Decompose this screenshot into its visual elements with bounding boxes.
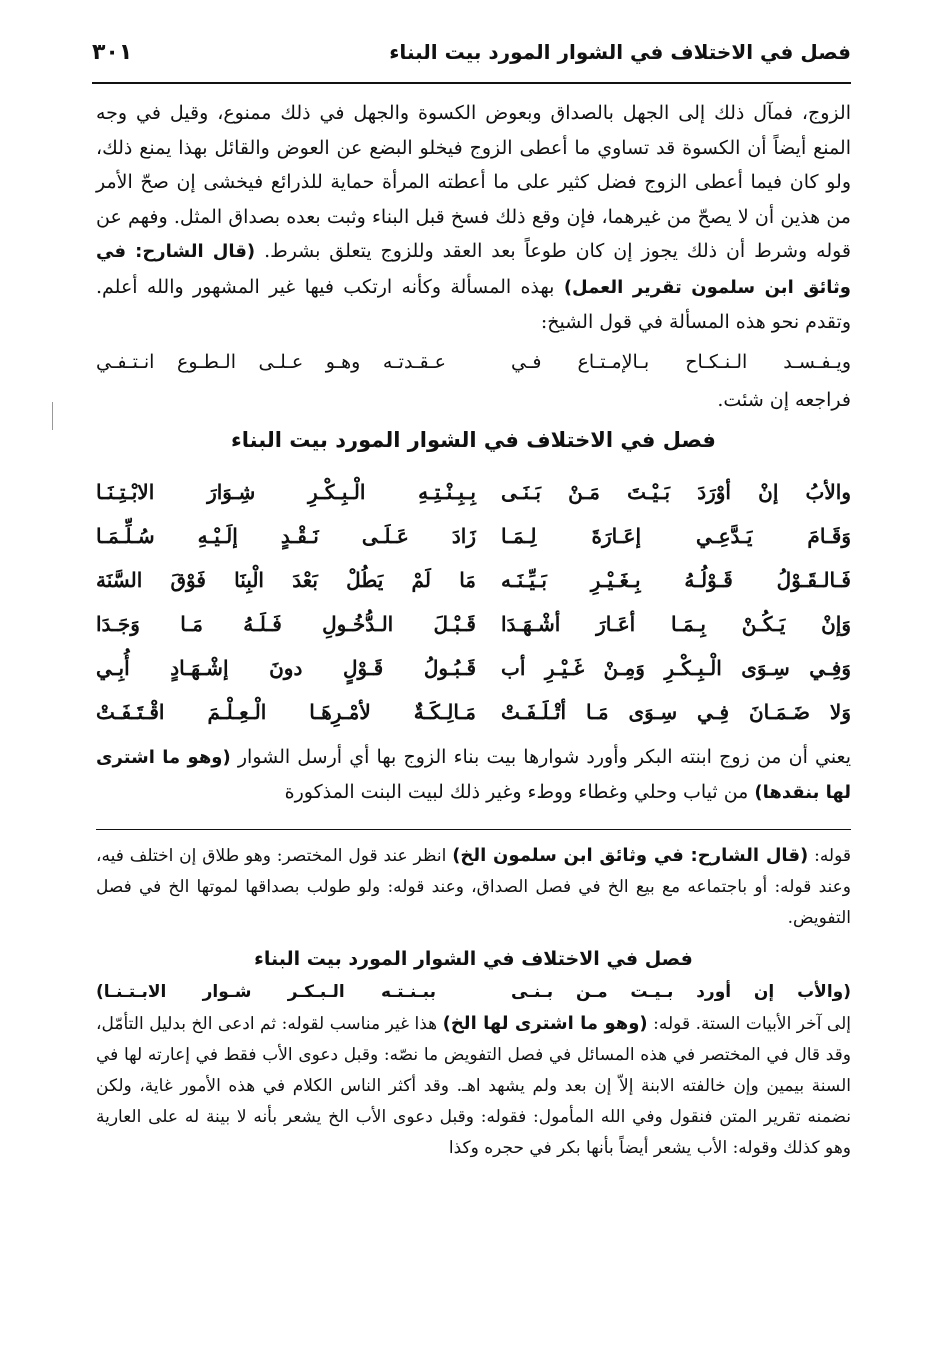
poem-second-hemistich: مَـالِـكَـةٌ لأمْـرِهَـا الْـعِـلْـمَ اقْـتَـفَـتْ	[96, 699, 476, 724]
section-title: فصل في الاختلاف في الشوار المورد بيت البناء	[231, 427, 716, 452]
main-paragraph-1	[96, 96, 851, 340]
main-text	[96, 96, 851, 1164]
commentary-paragraph-1	[96, 840, 851, 934]
verse-note: فراجعه إن شئت.	[717, 388, 851, 411]
commentary-verse-first: (والأب إن أورد بـيـت مـن بـنـى	[511, 981, 851, 1002]
commentary	[96, 840, 851, 1164]
main-paragraph-2-text: يعني أن من زوج ابنته البكر وأورد شوارها بيت بناء الزوج بها أي أرسل الشوار	[237, 745, 852, 768]
main-paragraph-2-tail: من ثياب وحلي وغطاء ووطء وغير ذلك لبيت البنت المذكورة	[284, 781, 749, 803]
header-title: فصل في الاختلاف في الشوار المورد بيت البناء	[389, 40, 851, 64]
poem-first-hemistich: والأبُ إنْ أوْرَدَ بَـيْـتَ مَـنْ بَـنَـى	[501, 479, 851, 504]
poem-second-hemistich: قَـبْـلَ الـدُّخُـولِ فَـلَـهُ مَـا وَجَـدَا	[96, 611, 476, 636]
commentary-paragraph-2-bold: (وهو ما اشترى لها الخ)	[442, 1012, 648, 1034]
poem-line	[96, 470, 851, 514]
footnote-divider	[96, 829, 851, 830]
main-paragraph-2-bold: (وهو ما اشترى لها بنقدها)	[96, 746, 851, 803]
verse-first-hemistich: ويـفـسـد الـنـكـاح بـالإمـتـاع فـي	[511, 350, 851, 373]
commentary-paragraph-1-tail: انظر عند قول المختصر: وهو طلاق إن اختلف فيه، وعند قوله: أو باجتماعه مع بيع الخ في فصل الصداق، وعند قوله: ولو طولب بصداقها لموتها الخ في فصل التفويض.	[96, 845, 851, 928]
margin-mark	[52, 402, 53, 430]
commentary-verse-second: ببـنـتـه الـبـكـر شـوار الابـتـنـا)	[96, 981, 436, 1002]
main-paragraph-2	[96, 740, 851, 811]
main-paragraph-1-text: الزوج، فمآل ذلك إلى الجهل بالصداق وبعوض الكسوة والجهل في ذلك ممنوع، وقيل في وجه المنع أيضاً أن الكسوة قد تساوي ما أعطى الزوج فيخلو البضع عن العوض والقائل بهذا يمنع ذلك، ولو كان فيما أعطى الزوج فضل كثير على ما أعطته المرأة حماية للذرائع فيخشى إن صحّ الأمر من هذين أن لا يصحّ من غيرهما، فإن وقع ذلك فسخ قبل البناء وثبت بعده بصداق المثل. وفهم عن قوله وشرط أن ذلك يجوز إن كان طوعاً بعد العقد وللزوج يتعلق بشرط.	[96, 102, 852, 262]
commentary-paragraph-2-tail: هذا غير مناسب لقوله: ثم ادعى الخ بدليل التأمّل، وقد قال في المختصر في هذه المسائل في فصل التفويض ما نصّه: وقبل دعوى الأب فقط في إعارته لها في السنة بيمين وإن خالفته الابنة إلاّ إن بعد ولم يشهد اهـ. وقد أكثر الناس الكلام في هذه الأمور غاية، ولكن نضمنه تقرير المتن فنقول وفي الله المأمول: فقوله: وقبل دعوى الأب الخ يشعر بأنه لا بينة له على العارية وهو كذلك وقوله: الأب يشعر أيضاً بأنها بكر في حجره وكذا	[96, 1013, 851, 1158]
poem	[96, 470, 851, 734]
poem-first-hemistich: وَإنْ يَـكُـنْ بِـمَـا أعَـارَ أشْـهَـدَا	[501, 611, 851, 636]
poem-line	[96, 558, 851, 602]
poem-first-hemistich: فَـالـقَـوْلُ قَـوْلُـهُ بِـغَـيْـرِ بَـيِّـنَـه	[501, 567, 851, 592]
page-number: ٣٠١	[92, 40, 133, 65]
poem-first-hemistich: وَلا ضَـمَـانَ فِـي سِـوَى مَـا أتْـلَـفَـتْ	[501, 699, 851, 724]
poem-first-hemistich: وَقَـامَ يَـدَّعِـي إعَـارَةَ لِـمَـا	[501, 523, 851, 548]
running-header	[92, 40, 851, 84]
poem-second-hemistich: بِـبِـنْـتِـهِ الْـبِـكْـرِ شِـوَارَ الابْـتِـنَـا	[96, 479, 476, 504]
commentary-title: فصل في الاختلاف في الشوار المورد بيت البناء	[254, 947, 693, 970]
verse-second-hemistich: عـقـدتـه وهـو عـلـى الـطـوع انـتـفـي	[96, 350, 446, 373]
commentary-paragraph-2-lead: إلى آخر الأبيات الستة. قوله:	[653, 1013, 851, 1034]
commentary-verse	[96, 976, 851, 1008]
main-paragraph-1-tail: بهذه المسألة وكأنه ارتكب فيها غير المشهور والله أعلم. وتقدم نحو هذه المسألة في قول الشيخ:	[96, 275, 851, 333]
poem-line	[96, 646, 851, 690]
poem-line	[96, 690, 851, 734]
poem-line	[96, 602, 851, 646]
poem-second-hemistich: زَادَ عَـلَـى نَـقْـدٍ إلَـيْـهِ سُـلِّـمَـا	[96, 523, 476, 548]
poem-line	[96, 514, 851, 558]
main-paragraph-1-bold: (قال الشارح: في وثائق ابن سلمون تقرير العمل)	[96, 241, 851, 298]
poem-first-hemistich: وَفِـي سِـوَى الْـبِـكْـرِ وَمِـنْ غَـيْـرِ أب	[501, 655, 851, 680]
commentary-paragraph-1-bold: (قال الشارح: في وثائق ابن سلمون الخ)	[452, 844, 809, 866]
poem-second-hemistich: قَـبُـولُ قَـوْلٍ دونَ إشْـهَـادٍ أُبِـي	[96, 655, 476, 680]
commentary-paragraph-1-lead: قوله:	[814, 845, 852, 866]
commentary-paragraph-2	[96, 1008, 851, 1164]
poem-second-hemistich: مَا لَمْ يَطُلْ بَعْدَ الْبِنَا فَوْقَ السَّنَة	[96, 567, 476, 592]
quoted-verse	[96, 344, 851, 380]
